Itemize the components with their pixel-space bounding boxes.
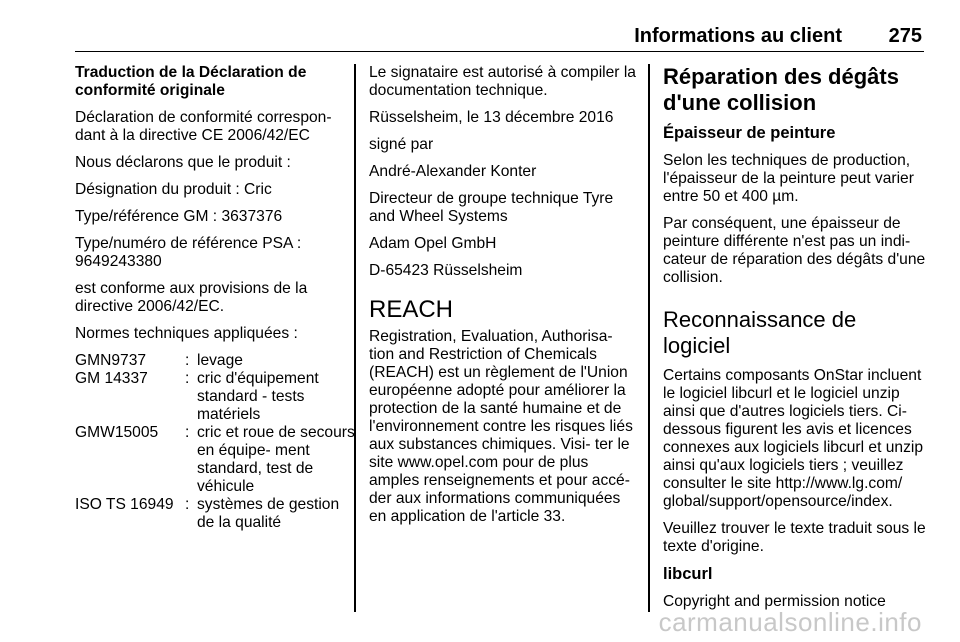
paragraph: Adam Opel GmbH — [369, 235, 497, 252]
paragraph: Désignation du produit : Cric — [75, 181, 272, 198]
column-left — [75, 64, 355, 532]
paragraph: Normes techniques appliquées : — [75, 325, 298, 342]
paragraph: Copyright and permission notice — [663, 593, 886, 610]
paragraph: Le signataire est autorisé à compiler la documentation technique. — [369, 64, 636, 99]
paint-thickness-subheading: Épaisseur de peinture — [663, 124, 836, 142]
standard-desc: systèmes de gestion de la qualité — [197, 496, 340, 531]
reach-paragraph: Registration, Evaluation, Authorisa- tion and Restriction of Chemicals (REACH) est un règlement de l'Union européenne adopté pour améliorer la protection de la santé humaine et de l'environnement contre les risques liés aux substances chimiques. Visi- ter le site www.opel.com pour de plus amples renseignements et pour accé- der aux informations communiquées en application de l'article 33. — [369, 328, 633, 525]
page-number: 275 — [888, 25, 922, 47]
paragraph: André-Alexander Konter — [369, 163, 537, 180]
table-row — [75, 424, 355, 496]
table-row — [75, 352, 355, 370]
declaration-heading: Traduction de la Déclaration de conformité originale — [75, 64, 307, 99]
separator: : — [185, 370, 190, 387]
separator: : — [185, 352, 190, 369]
paragraph: Par conséquent, une épaisseur de peinture différente n'est pas un indi- cateur de réparation des dégâts d'une collision. — [663, 215, 926, 286]
standard-desc: cric et roue de secours en équipe- ment standard, test de véhicule — [197, 424, 355, 495]
standard-code: ISO TS 16949 — [75, 496, 174, 513]
column-divider — [648, 64, 650, 612]
separator: : — [185, 496, 190, 513]
standard-desc: levage — [197, 352, 243, 369]
paragraph: signé par — [369, 136, 434, 153]
paragraph: Déclaration de conformité correspon- dant à la directive CE 2006/42/EC — [75, 109, 332, 144]
standards-table — [75, 352, 355, 532]
column-right — [663, 64, 928, 620]
paragraph: Directeur de groupe technique Tyre and Wheel Systems — [369, 190, 614, 225]
watermark: carmanualsonline.info — [658, 607, 922, 637]
paragraph: Nous déclarons que le produit : — [75, 154, 291, 171]
collision-repair-heading: Réparation des dégâts d'une collision — [663, 64, 899, 115]
paragraph: Rüsselsheim, le 13 décembre 2016 — [369, 109, 614, 126]
paragraph: Veuillez trouver le texte traduit sous le texte d'origine. — [663, 520, 926, 555]
standard-desc: cric d'équipement standard - tests matériels — [197, 370, 319, 423]
standard-code: GMW15005 — [75, 424, 159, 441]
separator: : — [185, 424, 190, 441]
reach-heading: REACH — [369, 296, 454, 323]
paragraph: Type/numéro de référence PSA : 9649243380 — [75, 235, 302, 270]
paragraph: est conforme aux provisions de la directive 2006/42/EC. — [75, 280, 308, 315]
column-middle — [369, 64, 636, 535]
table-row — [75, 370, 355, 424]
page-header — [75, 23, 924, 52]
software-heading: Reconnaissance de logiciel — [663, 307, 857, 358]
section-title: Informations au client — [634, 25, 842, 47]
paragraph: D-65423 Rüsselsheim — [369, 262, 523, 279]
paragraph: Type/référence GM : 3637376 — [75, 208, 283, 225]
standard-code: GMN9737 — [75, 352, 147, 369]
libcurl-subheading: libcurl — [663, 565, 713, 583]
standard-code: GM 14337 — [75, 370, 148, 387]
paragraph: Selon les techniques de production, l'épaisseur de la peinture peut varier entre 50 et 400 µm. — [663, 152, 914, 205]
paragraph: Certains composants OnStar incluent le logiciel libcurl et le logiciel unzip ainsi que d'autres logiciels tiers. Ci- dessous figurent les avis et licences connexes aux logiciels libcurl et unzip ainsi qu'aux logiciels tiers ; veuillez consulter le site http://www.lg.com/ global/support/opensource/index. — [663, 367, 924, 510]
table-row — [75, 496, 355, 532]
